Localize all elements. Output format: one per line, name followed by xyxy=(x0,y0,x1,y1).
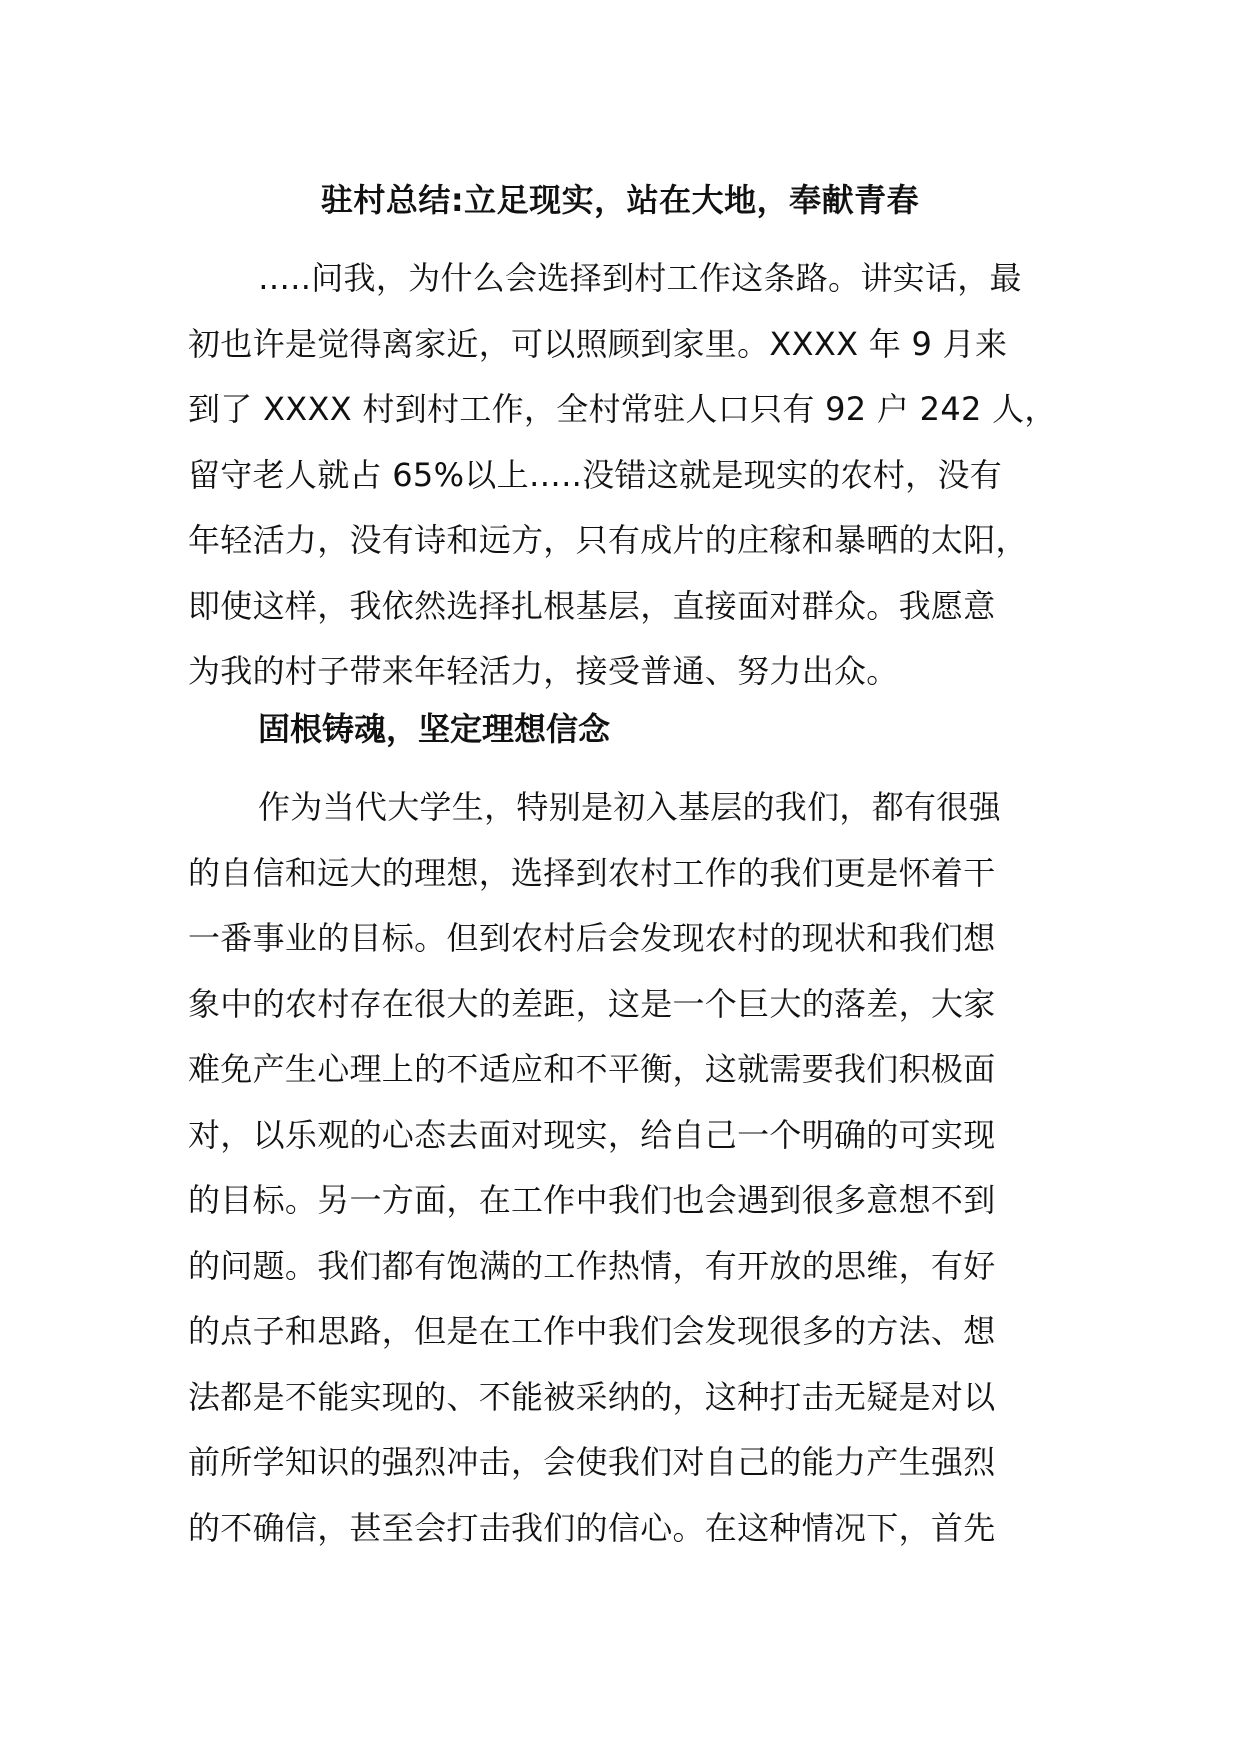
section-heading: 固根铸魂，坚定理想信念 xyxy=(258,710,611,748)
paragraph-line: 难免产生心理上的不适应和不平衡，这就需要我们积极面 xyxy=(188,1050,996,1088)
paragraph-intro xyxy=(188,246,1068,705)
paragraph-line: 象中的农村存在很大的差距，这是一个巨大的落差，大家 xyxy=(188,984,996,1023)
paragraph-line: 年轻活力，没有诗和远方，只有成片的庄稼和暴晒的太阳， xyxy=(188,521,1028,559)
paragraph-line: 到了 XXXX 村到村工作，全村常驻人口只有 92 户 242 人， xyxy=(188,390,1057,428)
paragraph-line: 为我的村子带来年轻活力，接受普通、努力出众。 xyxy=(188,652,899,690)
paragraph-line: 法都是不能实现的、不能被采纳的，这种打击无疑是对以 xyxy=(188,1377,996,1416)
paragraph-line: 前所学知识的强烈冲击，会使我们对自己的能力产生强烈 xyxy=(188,1443,996,1481)
paragraph-line: 留守老人就占 65%以上…..没错这就是现实的农村，没有 xyxy=(188,455,1003,494)
document-title: 驻村总结:立足现实，站在大地，奉献青春 xyxy=(320,181,920,219)
paragraph-line: 的问题。我们都有饱满的工作热情，有开放的思维，有好 xyxy=(188,1246,996,1285)
paragraph-line: 初也许是觉得离家近，可以照顾到家里。XXXX 年 9 月来 xyxy=(188,324,1008,363)
paragraph-line: 作为当代大学生，特别是初入基层的我们，都有很强 xyxy=(258,788,1001,826)
paragraph-ideals xyxy=(188,775,1068,1561)
paragraph-line: 的不确信，甚至会打击我们的信心。在这种情况下，首先 xyxy=(188,1508,996,1547)
paragraph-line: 的点子和思路，但是在工作中我们会发现很多的方法、想 xyxy=(188,1312,996,1350)
paragraph-line: 即使这样，我依然选择扎根基层，直接面对群众。我愿意 xyxy=(188,586,996,625)
paragraph-line: …..问我，为什么会选择到村工作这条路。讲实话，最 xyxy=(258,259,1022,297)
paragraph-line: 的目标。另一方面，在工作中我们也会遇到很多意想不到 xyxy=(188,1181,996,1219)
paragraph-line: 一番事业的目标。但到农村后会发现农村的现状和我们想 xyxy=(188,919,996,957)
paragraph-line: 的自信和远大的理想，选择到农村工作的我们更是怀着干 xyxy=(188,853,996,892)
paragraph-line: 对，以乐观的心态去面对现实，给自己一个明确的可实现 xyxy=(188,1115,996,1154)
